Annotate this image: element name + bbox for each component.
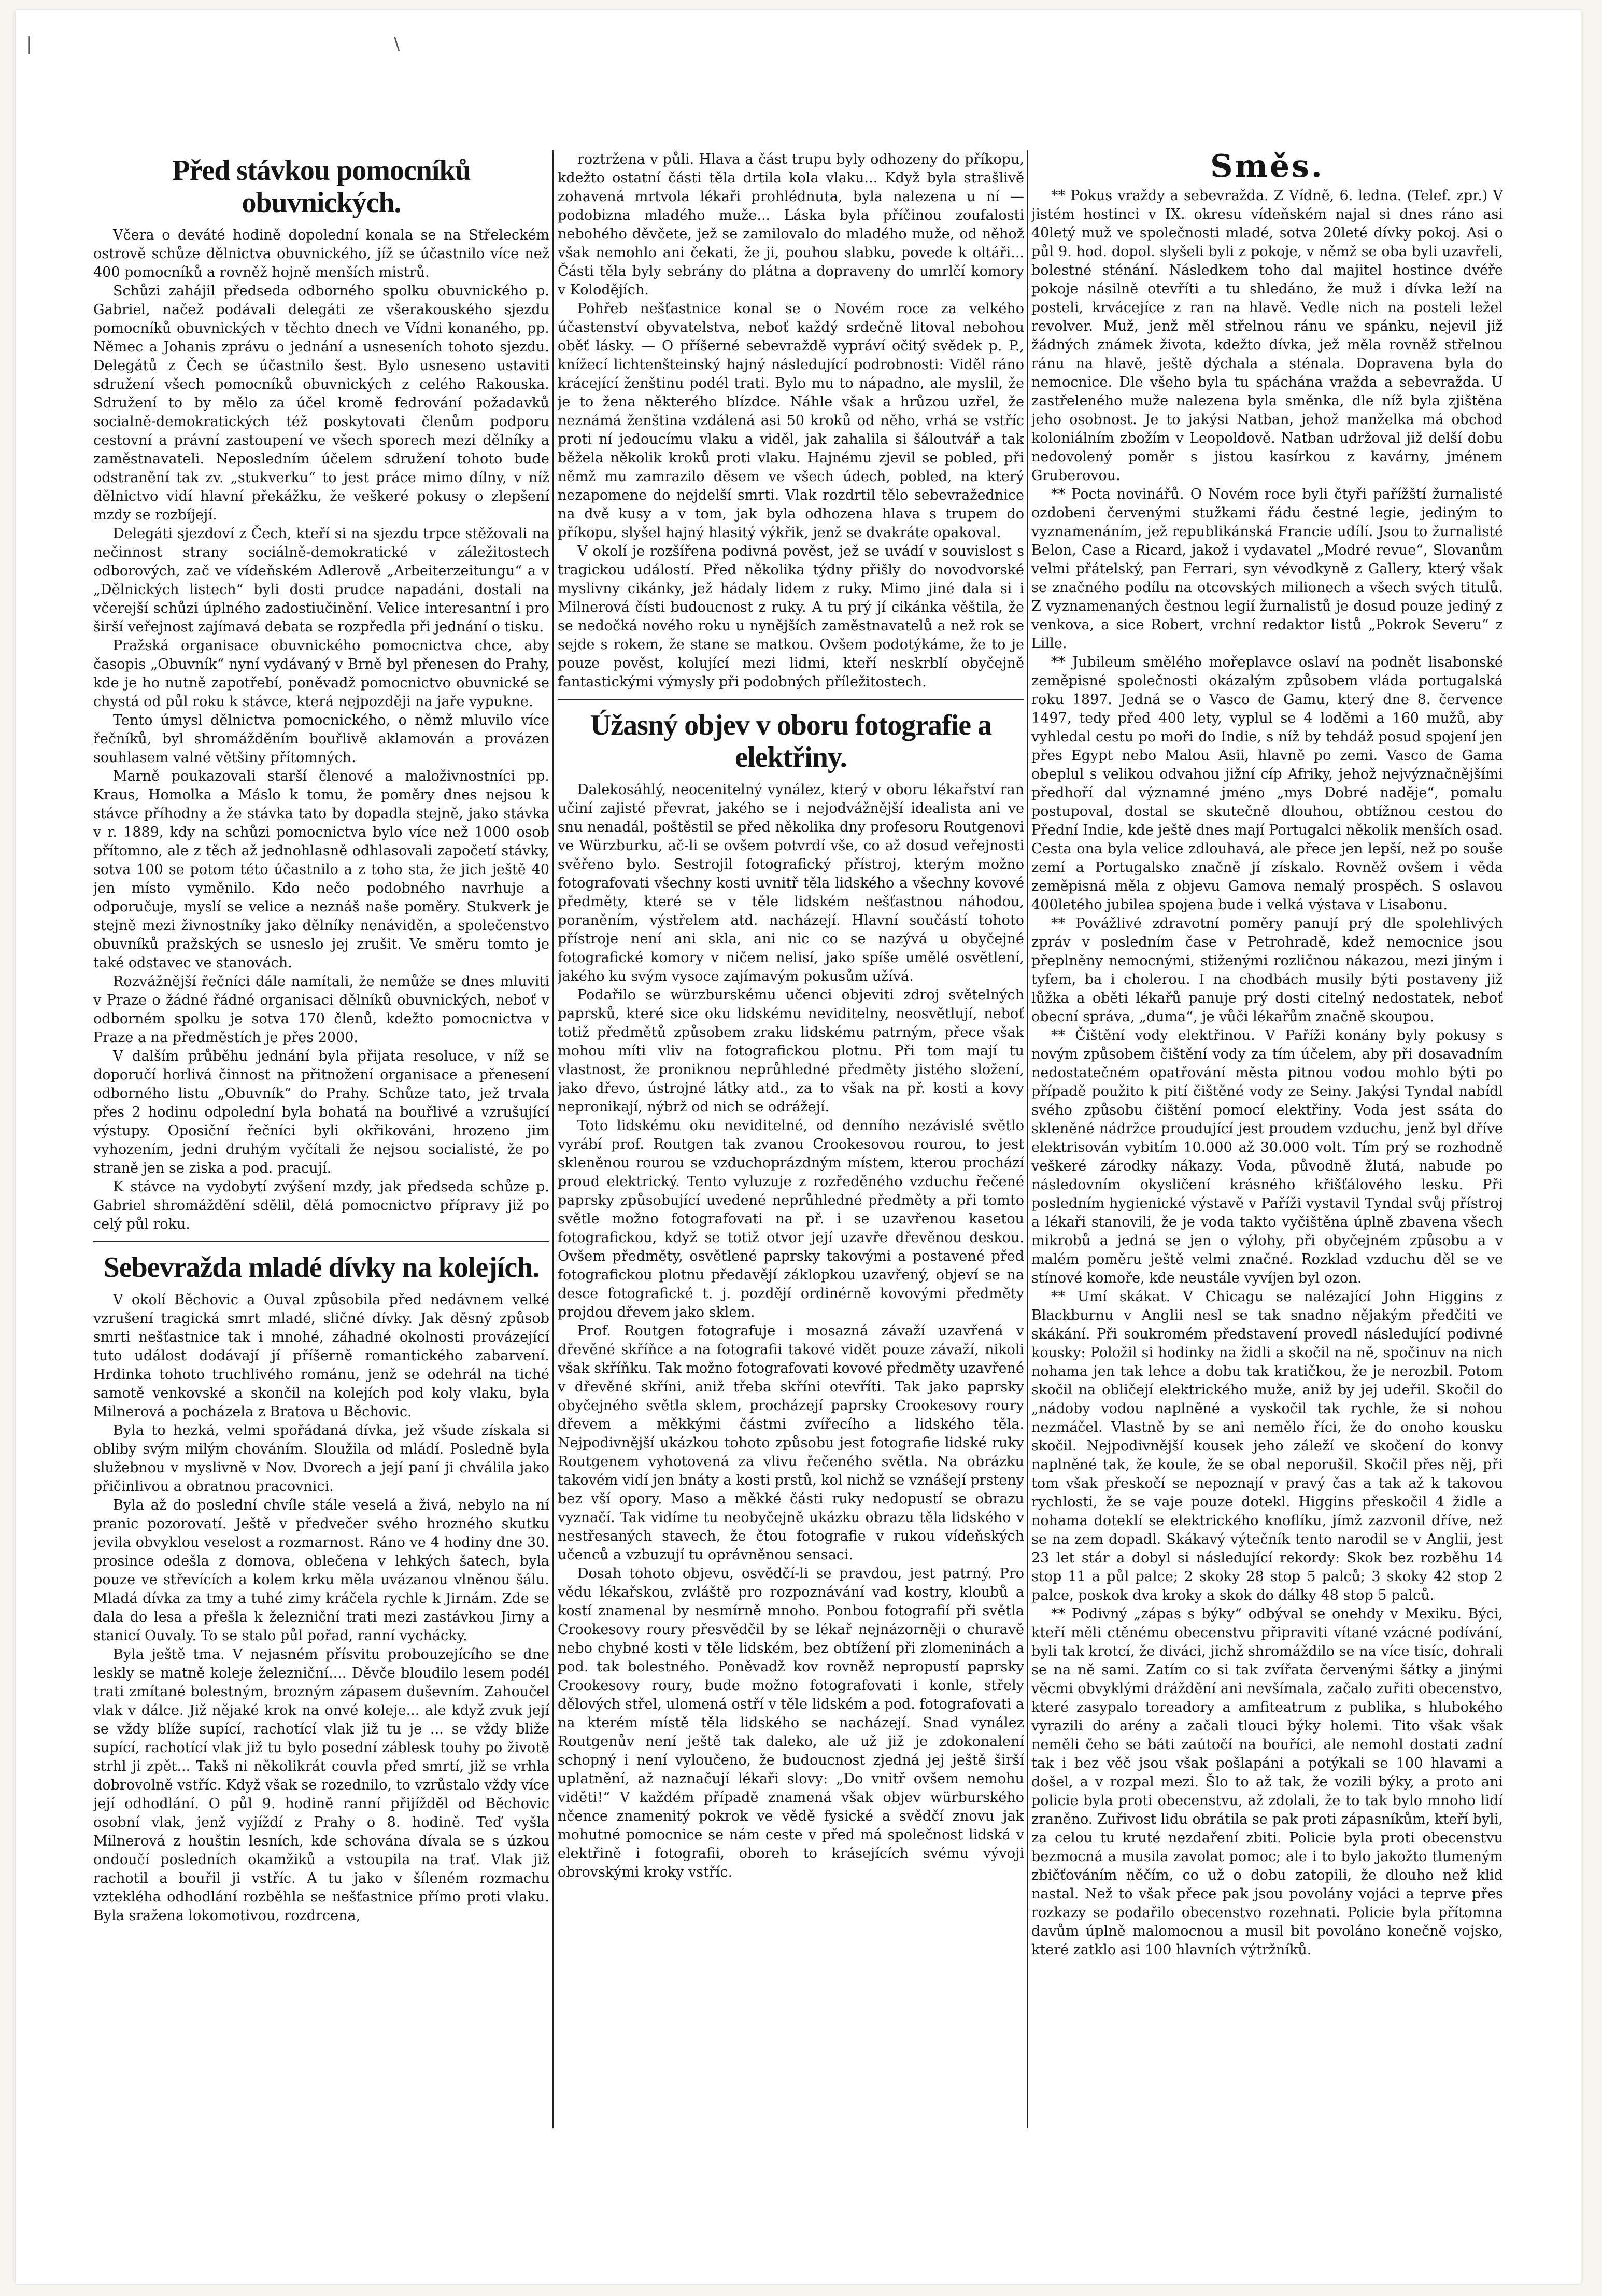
article-paragraph: Toto lidskému oku neviditelné, od denního nezávislé světlo vyrábí prof. Routgen tak zvanou Crookesovou rourou, to jest skleněnou rourou se vzduchoprázdným místem, kterou prochází proud elektrický. Tento vyluzuje z rozředěného vzduchu řečené paprsky způsobující uvedené neprůhledné předměty a při tomto světle možno fotografovati na př. i se uzavřenou kasetou fotografickou, když se totiž otvor její uzavře dřevěnou deskou. Ovšem předměty, osvětlené paprsky takovými a postavené před fotografickou plotnu předavějí záklopkou uzavřený, objeví se na desce fotografické t. j. pozdějí ordinérně kovovými předměty projdou dřevem jako sklem. — [558, 1118, 1024, 1320]
article-paragraph: V okolí Běchovic a Ouval způsobila před nedávnem velké vzrušení tragická smrt mladé, sličné dívky. Jak děsný způsob smrti nešťastnice tak i mnohé, záhadné okolnosti provázející tuto událost dodávají jí příšerně romantického zabarvení. Hrdinka tohoto truchlivého románu, jenž se odehrál na tiché samotě venkovské a skončil na kolejích pod koly vlaku, byla Milnerová a pocházela z Bratova u Běchovic. — [93, 1292, 549, 1420]
column-2 — [558, 150, 1024, 2128]
article-paragraph: Dosah tohoto objevu, osvědčí-li se pravdou, jest patrný. Pro vědu lékařskou, zvláště pro rozpoznávání vad kostry, kloubů a kostí znamenal by nesmírně mnoho. Ponbou fotografií při světla Crookesovy roury přesvědčil by se lékař nejnázorněji o churavě nebo chybné kosti v těle lidském, bez obtížení při zlomeninách a pod. tak bolestného. Poněvadž kov rovněž nepropustí paprsky Crookesovy roury, bude možno fotografovati i konle, střely dělových střel, ulomená ostří v těle lidském a pod. fotografovati a na kterém místě těla lidského se nacházejí. Snad vynález Routgenův není ještě tak daleko, ale už již je zdokonalení schopný i není vyloučeno, že budoucnost zjedná jej ještě širší uplatnění, až naznačují lékaři slovy: „Do vnitř ovšem nemohu viděti!“ V každém případě znamená však objev würburského nčence znamenitý pokrok ve vědě fysické a svědčí znovu jak mohutné pomocnice se nám ceste v před má společnost lidská v elektřině i fotografii, oboreh to krásejících svému vývoji obrovskými kroky vstříc. — [558, 1566, 1024, 1880]
article-paragraph: Rozvážnější řečníci dále namítali, že nemůže se dnes mluviti v Praze o žádné řádné organisaci dělníků obuvnických, neboť v odborném spolku je sotva 170 členů, kdežto pomocnictva v Praze a na předměstích je přes 2000. — [93, 974, 549, 1046]
article-paragraph: ** Čištění vody elektřinou. V Paříži konány byly pokusy s novým způsobem čištění vody za tím účelem, aby při dosavadním nedostatečném opatřování města pitnou vodou mohlo býti po případě použito k pití čištěné vody ze Seiny. Jakýsi Tyndal nabídl svého způsobu čištění pomocí elektřiny. Voda jest ssáta do skleněné nádržce proudující jest proudem vzduchu, jenž byl dříve elektrisován vybitím 10.000 až 30.000 volt. Tím prý se rozhodně veškeré zárodky nákazy. Voda, původně žlutá, nabude po následovním okysličení krásného křišťálového lesku. Při posledním hygienické výstavě v Paříži vystavil Tyndal svůj přístroj a lékaři stanovili, že je voda takto vyčištěna úplně zbavena všech mikrobů a jedná se jen o výlohy, při obyčejném způsobu a v malém poměru ještě velmi značné. Rozklad vzduchu děl se ve stínové komoře, kde neustále vyvíjen byl ozon. — [1031, 1027, 1503, 1286]
article-paragraph: Prof. Routgen fotografuje i mosazná závaží uzavřená v dřevěné skříňce a na fotografii takové vidět pouze závaží, nikoli však skříňku. Tak možno fotografovati kovové předměty uzavřené v dřevěné skříni, aniž třeba skříni otevříti. Tak jako paprsky obyčejného světla sklem, procházejí paprsky Crookesovy roury dřevem a měkkými částmi zvířecího a lidského těla. Nejpodivnější ukázkou tohoto způsobu jest fotografie lidské ruky Routgenem vyhotovená za vlivu řečeného světla. Na obrázku takovém vidí jen bnáty a kosti prstů, kol nichž se vznášejí prsteny bez vší opory. Maso a měkké části ruky nedopustí se obrazu vyznačí. Tak vidíme tu neobyčejně ukázku obrazu těla lidského v nestřesaných stavech, že čtou fotografie v rukou vídeňských učenců a vzbuzují tu oprávněnou sensaci. — [558, 1323, 1024, 1563]
article-heading: Úžasný objev v oboru fotografie a elektřiny. — [590, 709, 992, 773]
section-divider — [93, 1241, 549, 1242]
column-3 — [1031, 150, 1503, 2128]
edge-mark-top: \ — [394, 34, 400, 54]
article-paragraph: Marně poukazovali starší členové a maloživnostníci pp. Kraus, Homolka a Máslo k tomu, že poměry dnes nejsou k stávce příhodny a že stávka tato by dopadla stejně, jako stávka v r. 1889, kdy na schůzi pomocnictva bylo více než 1000 osob přítomno, ale z těch až jednohlasně odhlasovali započetí stávky, sotva 100 se potom této účastnilo a z toho sta, že jich ještě 40 jen místo vyměnilo. Kdo nečo podobného navrhuje a odporučuje, myslí se velice a neznáš naše poměry. Stukverk je stejně mezi živnostníky jako dělníky nenáviděn, a společenstvo obuvníků pražských se usneslo jej zrušit. Ve směru tomto je také odstavec ve stanovách. — [93, 768, 549, 971]
article-paragraph: K stávce na vydobytí zvýšení mzdy, jak předseda schůze p. Gabriel shromáždění sdělil, dělá pomocnictvo přípravy již po celý půl roku. — [93, 1179, 549, 1232]
article-paragraph: Dalekosáhlý, neocenitelný vynález, který v oboru lékařství ran učiní zajisté převrat, jakého se i nejodvážnější idealista ani ve snu nenadál, poštěstil se před několika dny profesoru Routgenovi ve Würzburku, ač-li se ovšem potvrdí vše, co až dosud veřejnosti svěřeno bylo. Sestrojil fotografický přístroj, kterým možno fotografovati všechny kosti uvnitř těla lidského a všechny kovové předměty, které se v těle lidském nešťastnou náhodou, poraněním, výstřelem atd. nacházejí. Hlavní součástí tohoto přístroje není ani skla, ani nic co se nazývá u obyčejné fotografické komory v ničem nelisí, jako spíše umělé osvětlení, jakého ku svým vysoce zajímavým pokusům užívá. — [558, 782, 1024, 984]
article-paragraph: Podařilo se würzburskému učenci objeviti zdroj světelných paprsků, které sice oku lidskému neviditelny, neosvětlují, neboť totiž předmětů způsobem zraku lidskému patrným, přece však mohou míti vliv na fotografickou plotnu. Při tom mají tu vlastnost, že proniknou neprůhledné předměty jistého složení, jako dřevo, ústrojné látky atd., za to však na př. kosti a kovy nepronikají, nýbrž od nich se odrážejí. — [558, 987, 1024, 1115]
section-masthead: Směs. — [1210, 150, 1324, 185]
article-paragraph: ** Umí skákat. V Chicagu se nalézající John Higgins z Blackburnu v Anglii nesl se tak snadno nějakým předčiti ve skákání. Při soukromém představení provedl následující podivné kousky: Položil si hodinky na židli a skočil na ně, spočinuv na nich nohama jen tak lehce a dobu tak kratičkou, že je nerozbil. Potom skočil na obličejí elektrického muže, aniž by jej udeřil. Skočil do „nádoby vodou naplněné a vyskočil tak rychle, že si nohou nezmáčel. Vlastně by se ani nemělo říci, že do onoho kousku skočil. Nejpodivnější kousek jeho záleží ve skočení do konvy naplněné tak, že koule, že se obal neporušil. Skočil přes něj, při tom však přeskočí se nepoznají v pravý čas a tak až k takovou rychlosti, že se vaje pouze dotekl. Higgins přeskočil 4 židle a nohama doteklí se elektrického knoflíku, jímž zazvonil dříve, než se na zem dopadl. Skákavý výtečník tento narodil se v Anglii, jest 23 let stár a dobyl si následující rekordy: Skok bez rozběhu 14 stop 11 a půl palce; 2 skoky 28 stop 5 palců; 3 skoky 42 stop 2 palce, poskok dva kroky a skok do dálky 48 stop 5 palců. — [1031, 1289, 1503, 1603]
article-paragraph: Pražská organisace obuvnického pomocnictva chce, aby časopis „Obuvník“ nyní vydávaný v Brně byl přenesen do Prahy, kde je ho nutně zapotřebí, poněvadž pomocnictvo obuvnické se chystá od půl roku k stávce, která nejpozději na jaře vypukne. — [93, 638, 549, 710]
column-rule — [552, 150, 554, 2128]
article-paragraph: Pohřeb nešťastnice konal se o Novém roce za velkého účastenství obyvatelstva, neboť každý srdečně litoval nebohou oběť lásky. — O příšerné sebevraždě vypráví očitý svědek p. P., knížecí lichtenšteinský hajný následující podrobnosti: Viděl ráno krácející ženštinu podél trati. Bylo mu to nápadno, ale myslil, že je to žena některého blízdce. Náhle však a hrůzou uzřel, že neznámá ženština vzdálená asi 50 kroků od něho, vrhá se vstříc proti ní jedoucímu vlaku a viděl, jak zahalila si šáloutvář a tak běžela několik kroků proti vlaku. Hajnému zjevil se pobled, při němž mu zamrazilo děsem ve všech údech, pobled, na který nezapomene do nejdelší smrti. Vlak rozdrtil tělo sebevražednice na dvě kusy a v tom, jak byla odhozena hlava s trupem do příkopu, slyšel hajný hlasitý výkřik, jenž se dvakráte opakoval. — [558, 301, 1024, 541]
newspaper-page — [16, 10, 1581, 2284]
article-paragraph: V okolí je rozšířena podivná pověst, jež se uvádí v souvislost s tragickou událostí. Před několika týdny přišly do novodvorské myslivny cikánky, jež hádaly lidem z ruky. Mimo jiné dala si i Milnerová čísti budoucnost z ruky. A tu prý jí cikánka věštila, že se nedočká nového roku u nynějších zaměstnavatelů a než rok se sejde s rokem, že stane se matkou. Ovšem podotýkáme, že to je pouze pověst, kolující mezi lidmi, kteří neskrblí obyčejně fantastickými výmysly při podobných příležitostech. — [558, 543, 1024, 690]
edge-mark-left: | — [26, 34, 32, 54]
article-paragraph: ** Jubileum smělého mořeplavce oslaví na podnět lisabonské zeměpisné společnosti okázalým způsobem vláda portugalská roku 1897. Jedná se o Vasco de Gamu, který dne 8. července 1497, tedy před 400 lety, vyplul se 4 loděmi a 160 mužů, aby vyhledal cestu po moři do Indie, s níž by tehdáž posud spojení jen přes Egypt nebo Malou Asii, hlavně po zemi. Vasco de Gama obeplul s velikou odvahou jižní cíp Afriky, jehož nejvýznačnějšími předhoří dal významné jméno „mys Dobré naděje“, pomalu postupoval, dostal se skutečně dlouhou, obtížnou cestou do Přední Indie, kde ještě dnes mají Portugalci několik menších osad. Cesta ona byla velice zdlouhavá, ale přece jen lepší, než po souše zemí a Portugalsko značně jí získalo. Rovněž ovšem i věda zeměpisná měla z objevu Gamova nemalý prospěch. S oslavou 400letého jubilea spojena bude i velká výstava v Lisabonu. — [1031, 654, 1503, 913]
article-paragraph: ** Povážlivé zdravotní poměry panují prý dle spolehlivých zpráv v posledním čase v Petrohradě, kdež nemocnice jsou přeplněny nemocnými, stiženými rozličnou nákazou, mezi jiným i tyfem, ba i cholerou. I na chodbách musily býti postaveny již lůžka a oběti lékařů panuje prý dosti citelný nedostatek, neboť obecní správa, „duma“, je vůči lékařům značně skoupou. — [1031, 915, 1503, 1025]
article-paragraph: Delegáti sjezdoví z Čech, kteří si na sjezdu trpce stěžovali na nečinnost strany sociálně-demokratické v záležitostech odborových, zač ve vídeňském Adlerově „Arbeiterzeitungu“ a v „Dělnických listech“ byli dosti prudce napadáni, dostali na včerejší schůzi úplného zadostiučinění. Velice interesantní i pro širší veřejnost zajímavá debata se rozpředla při jednání o tisku. — [93, 526, 549, 635]
column-rule — [1027, 150, 1028, 2128]
article-paragraph: V dalším průběhu jednání byla přijata resoluce, v níž se doporučí horlivá činnost na přitnožení organisace a přenesení odborného listu „Obuvník“ do Prahy. Schůze tato, jež trvala přes 2 hodinu odpolední byla bohatá na bouřlivé a vzrušující výstupy. Oposiční řečníci byli okřikováni, hrozeno jim vyhozením, jedni druhým vyčítali že nejsou socialisté, že po straně jen se ziska a pod. pracují. — [93, 1048, 549, 1176]
article-heading: Před stávkou pomocníků obuvnických. — [172, 154, 471, 219]
article-paragraph: roztržena v půli. Hlava a část trupu byly odhozeny do příkopu, kdežto ostatní části těla drtila kola vlaku... Když byla strašlivě zohavená mrtvola lékaři prohlédnuta, byla nalezena u ní — podobizna mladého muže... Láska byla příčinou zoufalosti nebohého děvčete, jež se zamilovalo do mladého muže, od něhož však nemohlo ani čekati, že ji, pouhou slabku, povede k oltáři... Části těla byly sebrány do plátna a dopraveny do umrlčí komory v Kolodějích. — [558, 151, 1024, 298]
section-divider — [558, 699, 1024, 700]
article-paragraph: Byla ještě tma. V nejasném přísvitu probouzejícího se dne leskly se matně koleje železniční.... Děvče bloudilo lesem podél trati zmítané bolestným, brozným zápasem duševním. Zahoučel vlak v dálce. Již nějaké krok na onvé koleje... ale když zvuk její se vždy blíže supící, rachotící vlak již tu je ... se vždy bliže supící, rachotící vlak již tu bylo posední záblesk touhy po životě strhl ji zpět... Takš ni několikrát couvla před smrtí, již se vrhla dobrovolně vstříc. Když však se rozednilo, to vzrůstalo vždy více její odhodlání. O půl 9. hodině ranní přijížděl od Běchovic osobní vlak, jenž vyjíždí z Prahy o 8. hodině. Teď vyšla Milnerová z houštin lesních, kde schována dívala se s úzkou ondoučí posledních okamžiků a vstoupila na trať. Vlak již rachotil a bouřil ji vstříc. A tu jako v šíleném rozmachu vztekléha odhodlání rozběhla se nešťastnice přímo proti vlaku. Byla sražena lokomotivou, rozdrcena, — [93, 1646, 549, 1924]
article-heading: Sebevražda mladé dívky na kolejích. — [103, 1251, 540, 1284]
article-paragraph: Tento úmysl dělnictva pomocnického, o němž mluvilo více řečníků, byl shromážděním bouřlivě aklamován a provázen souhlasem valné většiny přítomných. — [93, 712, 549, 766]
article-paragraph: ** Pokus vraždy a sebevražda. Z Vídně, 6. ledna. (Telef. zpr.) V jistém hostinci v IX. okresu vídeňském najal si dnes ráno asi 40letý muž ve společnosti mladé, sotva 20leté dívky pokoj. Asi o půl 9. hod. dopol. slyšeli byli z pokoje, v němž se oba byli uzavřeli, bolestné sténání. Následkem toho dal majitel hostince dvéře pokoje násilně otevříti a tu shledáno, že muž i dívka leží na posteli, krvácejíce z ran na hlavě. Vedle nich na posteli ležel revolver. Muž, jenž měl střelnou ránu ve spánku, nejevil již žádných známek života, kdežto dívka, jež měla rovněž střelnou ránu na hlavě, ještě dýchala a sténala. Dopravena byla do nemocnice. Dle všeho byla tu spáchána vražda a sebevražda. U zastřeleného muže nalezena byla směnka, dle níž byla zjištěna jeho osobnost. Je to jakýsi Natban, jehož manželka má obchod koloniálním zbožím v Leopoldově. Natban udržoval již delší dobu nedovolený poměr s jistou kasírkou z kavárny, jménem Gruberovou. — [1031, 188, 1503, 484]
article-paragraph: Byla to hezká, velmi spořádaná dívka, jež všude získala si obliby svým milým chováním. Sloužila od mládí. Posledně byla služebnou v myslivně v Nov. Dvorech a její paní ji chválila jako přičinlivou a obratnou pracovnici. — [93, 1422, 549, 1495]
article-paragraph: Včera o deváté hodině dopolední konala se na Střeleckém ostrově schůze dělnictva obuvnického, jíž se účastnilo více než 400 pomocníků a rovněž hojně menších mistrů. — [93, 227, 549, 280]
article-paragraph: ** Pocta novinářů. O Novém roce byli čtyři pařížští žurnalisté ozdobeni červenými stužkami řádu čestné legie, jediným to vyznamenáním, jež republikánská Francie udílí. Jsou to žurnalisté Belon, Case a Ricard, jakož i vydavatel „Modré revue“, Slovanům velmi přátelský, pan Ferrari, syn vévodkyně z Gallery, který však se značného podílu na otcovských milionech a všech svých titulů. Z vyznamenaných čestnou legií žurnalistů je dosud pouze jediný z venkova, a sice Robert, vrchní redaktor listů „Pokrok Severu“ z Lille. — [1031, 486, 1503, 652]
article-paragraph: ** Podivný „zápas s býky“ odbýval se onehdy v Mexiku. Býci, kteří měli ctěnému obecenstvu připraviti vítané vzácné podívání, byli tak krotcí, že diváci, jichž shromáždilo se na více tisíc, dohrali se na ně sami. Zatím co si tak zvířata červenými šátky a jinými věcmi obvyklými dráždění ani nevšímala, začalo zuřiti obecenstvo, které zasypalo toreadory a amfiteatrum z publika, s hlubokého vyrazili do arény a začali tlouci býky holemi. Tito však však neměli čeho se báti zaútočí na bouříci, ale nemohl dostati zadní tak i bez věč jsou však pošlapáni a potýkali se 100 hlavami a došel, a v rozpal mezi. Šlo to až tak, že vozili býky, a proto ani policie byla proti obecenstvu, až zdolali, že to tak bylo mnoho lidí zraněno. Zuřivost lidu obrátila se pak proti zápasníkům, kteří byli, za celou tu kruté nezdaření zbiti. Policie byla proti obecenstvu bezmocná a musila zavolat pomoc; ale i to bylo jakožto tlumeným zbičťováním něčím, co už o dobu zatopili, že dlouho než klid nastal. Než to však přece pak jsou povolány vojáci a teprve přes rozkazy se podařilo obecenstvo rozehnati. Policie byla přítomna davům úplně malomocnou a musil bit povoláno konečně vojsko, které zatklo asi 100 hlavních výtržníků. — [1031, 1606, 1503, 1958]
column-1 — [93, 150, 549, 2128]
article-paragraph: Schůzi zahájil předseda odborného spolku obuvnického p. Gabriel, načež podávali delegáti ze všerakouského sjezdu pomocníků obuvnických v těchto dnech ve Vídni konaného, pp. Němec a Johanis zprávu o jednání a usneseních tohoto sjezdu. Delegátů z Čech se účastnilo šest. Bylo usneseno ustaviti sdružení všech pomocníků obuvnických z celého Rakouska. Sdružení to by mělo za účel kromě fedrování požadavků socialně-demokratických též poskytovati členům podporu cestovní a právní zastoupení ve všech sporech mezi dělníky a zaměstnavateli. Neposledním účelem sdružení tohoto bude odstranění tak zv. „stukverku“ to jest práce mimo dílny, v níž dělnictvo vidí hlavní překážku, že veškeré pokusy o zlepšení mzdy se rozbíjejí. — [93, 283, 549, 523]
article-paragraph: Byla až do poslední chvíle stále veselá a živá, nebylo na ní pranic pozorovatí. Ještě v předvečer svého hrozného skutku jevila obvyklou veselost a rozmarnost. Ráno ve 4 hodiny dne 30. prosince odešla z domova, oblečena v lehkých šatech, byla pouze ve střevících a kolem krku měla uvázanou vlněnou šálu. Mladá dívka za tmy a tuhé zimy kráčela rychle k Jirnám. Zde se dala do lesa a přešla k železniční trati mezi zastávkou Jirny a stanicí Ouvaly. To se stalo půl pořad, ranní vychácky. — [93, 1497, 549, 1644]
